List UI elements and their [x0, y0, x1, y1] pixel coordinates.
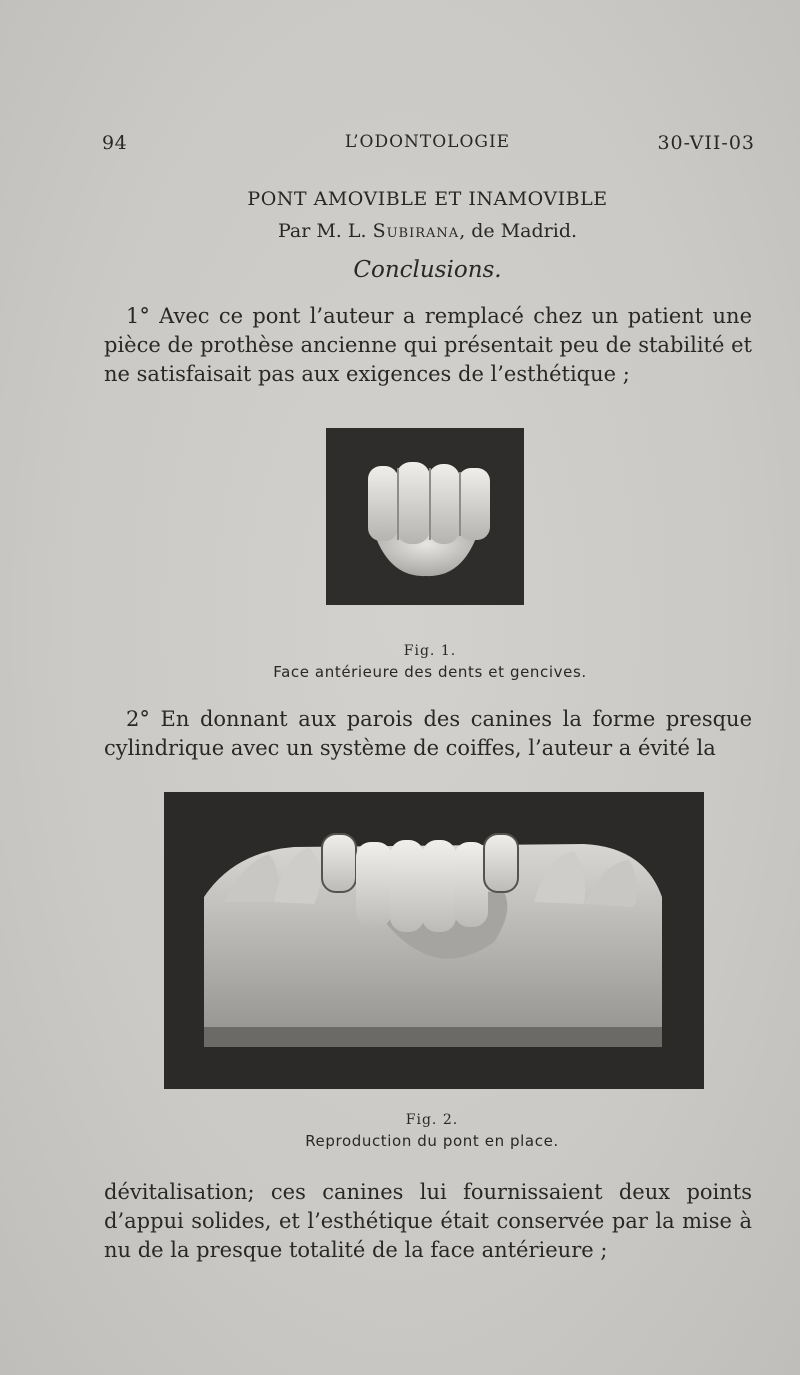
paragraph-3-text: dévitalisation; ces canines lui fournissaient deux points d’appui solides, et l’esthétique était conservée par la mise à nu de la presque totalité de la face antérieure ; — [104, 1180, 752, 1262]
page-number: 94 — [102, 132, 128, 154]
figure-1-caption: Face antérieure des dents et gencives. — [273, 663, 587, 681]
journal-title: L’ODONTOLOGIE — [344, 132, 511, 152]
bridge-model-illustration — [164, 792, 704, 1089]
figure-2-number: Fig. 2. — [405, 1112, 459, 1128]
issue-date: 30-VII-03 — [657, 132, 755, 154]
figure-2-image — [164, 792, 704, 1089]
paragraph-2 — [104, 705, 752, 763]
figure-1-image — [326, 428, 524, 605]
article-byline — [100, 220, 755, 242]
teeth-front-illustration — [326, 428, 524, 605]
author-name: Subirana — [372, 220, 460, 242]
article-title: PONT AMOVIBLE ET INAMOVIBLE — [247, 188, 608, 210]
section-subheading: Conclusions. — [353, 257, 502, 283]
page-header — [100, 132, 755, 162]
paragraph-1-text: 1° Avec ce pont l’auteur a remplacé chez un patient une pièce de prothèse ancienne qui présentait peu de stabilité et ne satisfaisait pas aux exigences de l’esthétique ; — [104, 304, 752, 386]
figure-2-caption: Reproduction du pont en place. — [305, 1132, 559, 1150]
byline-prefix: Par M. L. — [277, 220, 373, 242]
byline-suffix: , de Madrid. — [459, 220, 578, 242]
paragraph-1 — [104, 302, 752, 389]
paragraph-2-text: 2° En donnant aux parois des canines la forme presque cylindrique avec un système de coiffes, l’auteur a évité la — [104, 707, 752, 760]
figure-1-number: Fig. 1. — [403, 643, 457, 659]
paragraph-3 — [104, 1178, 752, 1265]
